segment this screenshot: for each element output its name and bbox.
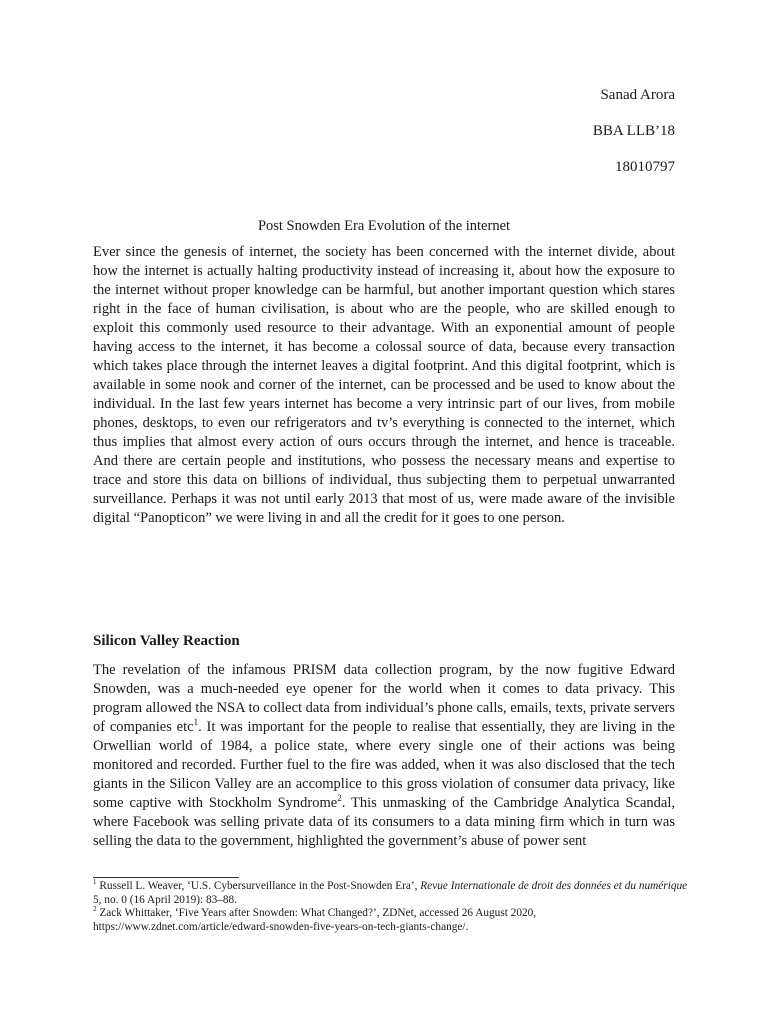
footnote-ref-1[interactable]: 1 (193, 717, 199, 728)
section-text-part2: . It was important for the people to realise that essentially, they are living in the Orwellian world of 1984, a police state, where every single one of their actions was being monitored and recorded. Further fuel to the fire was added, when it was also disclosed that the tech giants in the Silicon Valley are an accomplice to this gross violation of consumer data privacy, like some captive with Stockholm Syndrome (93, 719, 675, 811)
author-name: Sanad Arora (600, 87, 675, 103)
footnote-1 (93, 880, 693, 907)
footnote-1-text-a: Russell L. Weaver, ‘U.S. Cybersurveillance in the Post-Snowden Era’, (96, 880, 421, 892)
section-text-part3: . This unmasking of the Cambridge Analytica Scandal, where Facebook was selling private data of its consumers to a data mining firm which in turn was selling the data to the government, highlighted the government’s abuse of power sent (93, 795, 675, 849)
document-title: Post Snowden Era Evolution of the internet (257, 218, 511, 234)
footnote-ref-2[interactable]: 2 (337, 793, 342, 804)
section-heading: Silicon Valley Reaction (93, 633, 240, 649)
course-label: BBA LLB’18 (592, 123, 675, 139)
footnote-1-journal: Revue Internationale de droit des données et du numérique (420, 880, 688, 892)
author-block (593, 86, 675, 194)
footnote-divider (93, 877, 239, 878)
footnote-1-number: 1 (93, 878, 97, 887)
intro-paragraph: Ever since the genesis of internet, the society has been concerned with the internet divide, about how the internet is actually halting productivity instead of increasing it, about how the exposure to the internet without proper knowledge can be harmful, but another important question which stares right in the face of human civilisation, is about who are the people, who are skilled enough to exploit this commonly used resource to their advantage. With an exponential amount of people having access to the internet, it has become a colossal source of data, because every transaction which takes place through the internet leaves a digital footprint. And this digital footprint, which is available in some nook and corner of the internet, can be processed and be used to know about the individual. In the last few years internet has become a very intrinsic part of our lives, from mobile phones, desktops, to even our refrigerators and tv’s everything is connected to the internet, which thus implies that almost every action of ours occurs through the internet, and hence is traceable. And there are certain people and institutions, who possess the necessary means and expertise to trace and store this data on billions of individual, thus subjecting them to perpetual unwarranted surveillance. Perhaps it was not until early 2013 that most of us, were made aware of the invisible digital “Panopticon” we were living in and all the credit for it goes to one person. (93, 244, 675, 526)
section-text-part1: The revelation of the infamous PRISM data collection program, by the now fugitive Edward Snowden, was a much-needed eye opener for the world when it comes to data privacy. This program allowed the NSA to collect data from individual’s phone calls, emails, texts, private servers of companies etc (93, 662, 675, 735)
footnote-2 (93, 907, 693, 934)
footnote-2-text[interactable]: Zack Whittaker, ‘Five Years after Snowden: What Changed?’, ZDNet, accessed 26 August 2020, https://www.zdnet.com/article/edward-snowden-five-years-on-tech-giants-change/. (93, 907, 537, 933)
section-paragraph (93, 661, 675, 851)
student-id: 18010797 (615, 159, 675, 175)
footnote-2-number: 2 (93, 905, 97, 914)
footnote-1-text-b: 5, no. 0 (16 April 2019): 83–88. (93, 893, 238, 906)
footnotes (93, 880, 693, 934)
